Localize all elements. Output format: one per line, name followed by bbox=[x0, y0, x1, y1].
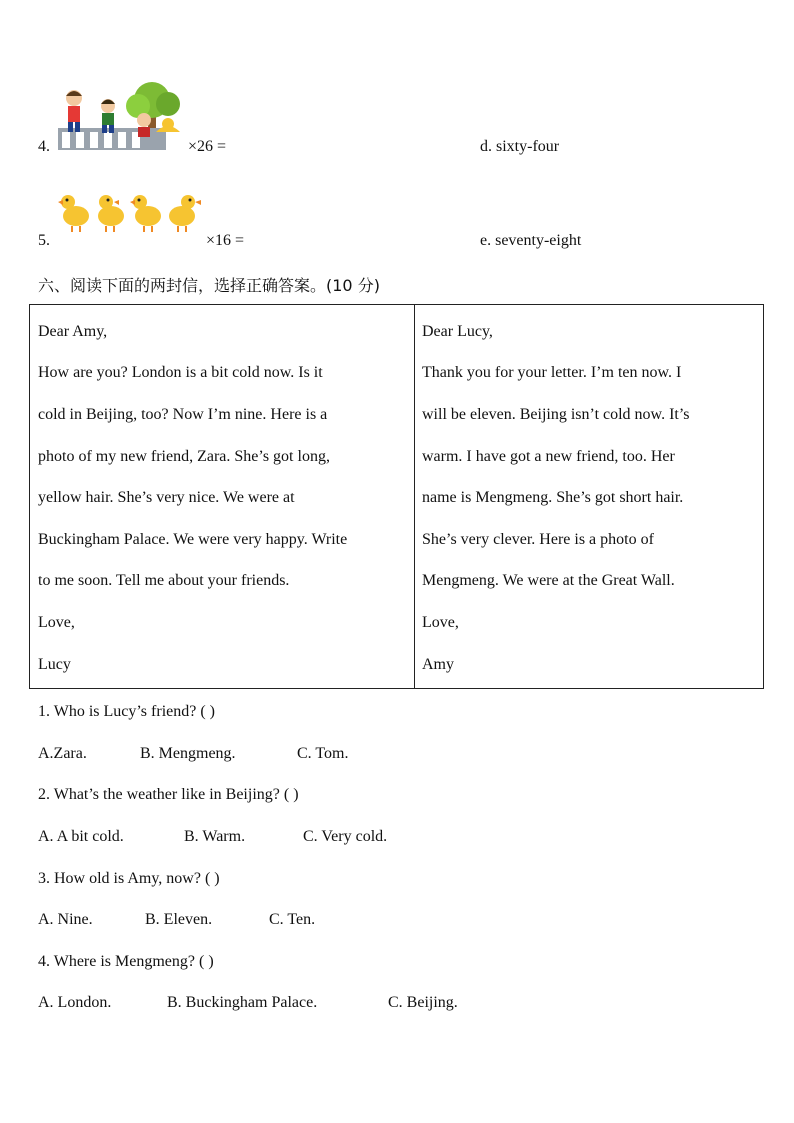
letter-right-line: She’s very clever. Here is a photo of bbox=[422, 531, 654, 548]
section-heading: 六、阅读下面的两封信，选择正确答案。(10 分) bbox=[38, 276, 380, 295]
question-2-option-a[interactable]: A. A bit cold. bbox=[38, 828, 124, 845]
question-1: 1. Who is Lucy’s friend? ( ) bbox=[38, 703, 215, 720]
letter-right-line: will be eleven. Beijing isn’t cold now. It’s bbox=[422, 406, 690, 423]
question-3-option-c[interactable]: C. Ten. bbox=[269, 911, 316, 928]
letter-right-line: warm. I have got a new friend, too. Her bbox=[422, 448, 675, 465]
question-1-option-c[interactable]: C. Tom. bbox=[297, 745, 349, 762]
question-4: 4. Where is Mengmeng? ( ) bbox=[38, 953, 214, 970]
item-5-expression: ×16 = bbox=[206, 232, 245, 249]
letter-left-line: Lucy bbox=[38, 656, 71, 673]
item-5-number: 5. bbox=[38, 232, 50, 249]
question-3-option-b[interactable]: B. Eleven. bbox=[145, 911, 213, 928]
question-2-option-b[interactable]: B. Warm. bbox=[184, 828, 246, 845]
question-4-option-a[interactable]: A. London. bbox=[38, 994, 112, 1011]
question-1-option-b[interactable]: B. Mengmeng. bbox=[140, 745, 236, 762]
item-5-answer: e. seventy-eight bbox=[480, 232, 582, 249]
letter-left-line: cold in Beijing, too? Now I’m nine. Here is a bbox=[38, 406, 328, 423]
duck-4 bbox=[169, 195, 201, 232]
children-crossing-picture bbox=[56, 80, 186, 154]
letters-divider bbox=[414, 305, 415, 688]
letter-left-line: Buckingham Palace. We were very happy. Write bbox=[38, 531, 348, 548]
question-3: 3. How old is Amy, now? ( ) bbox=[38, 870, 220, 887]
letter-left-line: How are you? London is a bit cold now. Is it bbox=[38, 364, 323, 381]
letter-right-line: Mengmeng. We were at the Great Wall. bbox=[422, 572, 675, 589]
question-4-option-c[interactable]: C. Beijing. bbox=[388, 994, 458, 1011]
four-ducks-picture bbox=[56, 190, 202, 234]
letter-left-line: yellow hair. She’s very nice. We were at bbox=[38, 489, 295, 506]
letter-left-line: photo of my new friend, Zara. She’s got long, bbox=[38, 448, 330, 465]
letter-right-line: Dear Lucy, bbox=[422, 323, 493, 340]
item-4-answer: d. sixty-four bbox=[480, 138, 560, 155]
duck-2 bbox=[98, 195, 124, 232]
duck-3 bbox=[130, 195, 161, 232]
item-4-expression: ×26 = bbox=[188, 138, 227, 155]
letter-right-line: Love, bbox=[422, 614, 459, 631]
duck-1 bbox=[58, 195, 89, 232]
letter-left-line: Dear Amy, bbox=[38, 323, 108, 340]
question-2-option-c[interactable]: C. Very cold. bbox=[303, 828, 388, 845]
letter-right-line: name is Mengmeng. She’s got short hair. bbox=[422, 489, 684, 506]
question-4-option-b[interactable]: B. Buckingham Palace. bbox=[167, 994, 318, 1011]
letters-table bbox=[29, 304, 764, 689]
letter-left-line: to me soon. Tell me about your friends. bbox=[38, 572, 290, 589]
item-4-number: 4. bbox=[38, 138, 50, 155]
letter-left-line: Love, bbox=[38, 614, 75, 631]
letter-right-line: Amy bbox=[422, 656, 454, 673]
question-2: 2. What’s the weather like in Beijing? ( ) bbox=[38, 786, 299, 803]
letter-right-line: Thank you for your letter. I’m ten now. I bbox=[422, 364, 682, 381]
question-3-option-a[interactable]: A. Nine. bbox=[38, 911, 93, 928]
question-1-option-a[interactable]: A.Zara. bbox=[38, 745, 87, 762]
